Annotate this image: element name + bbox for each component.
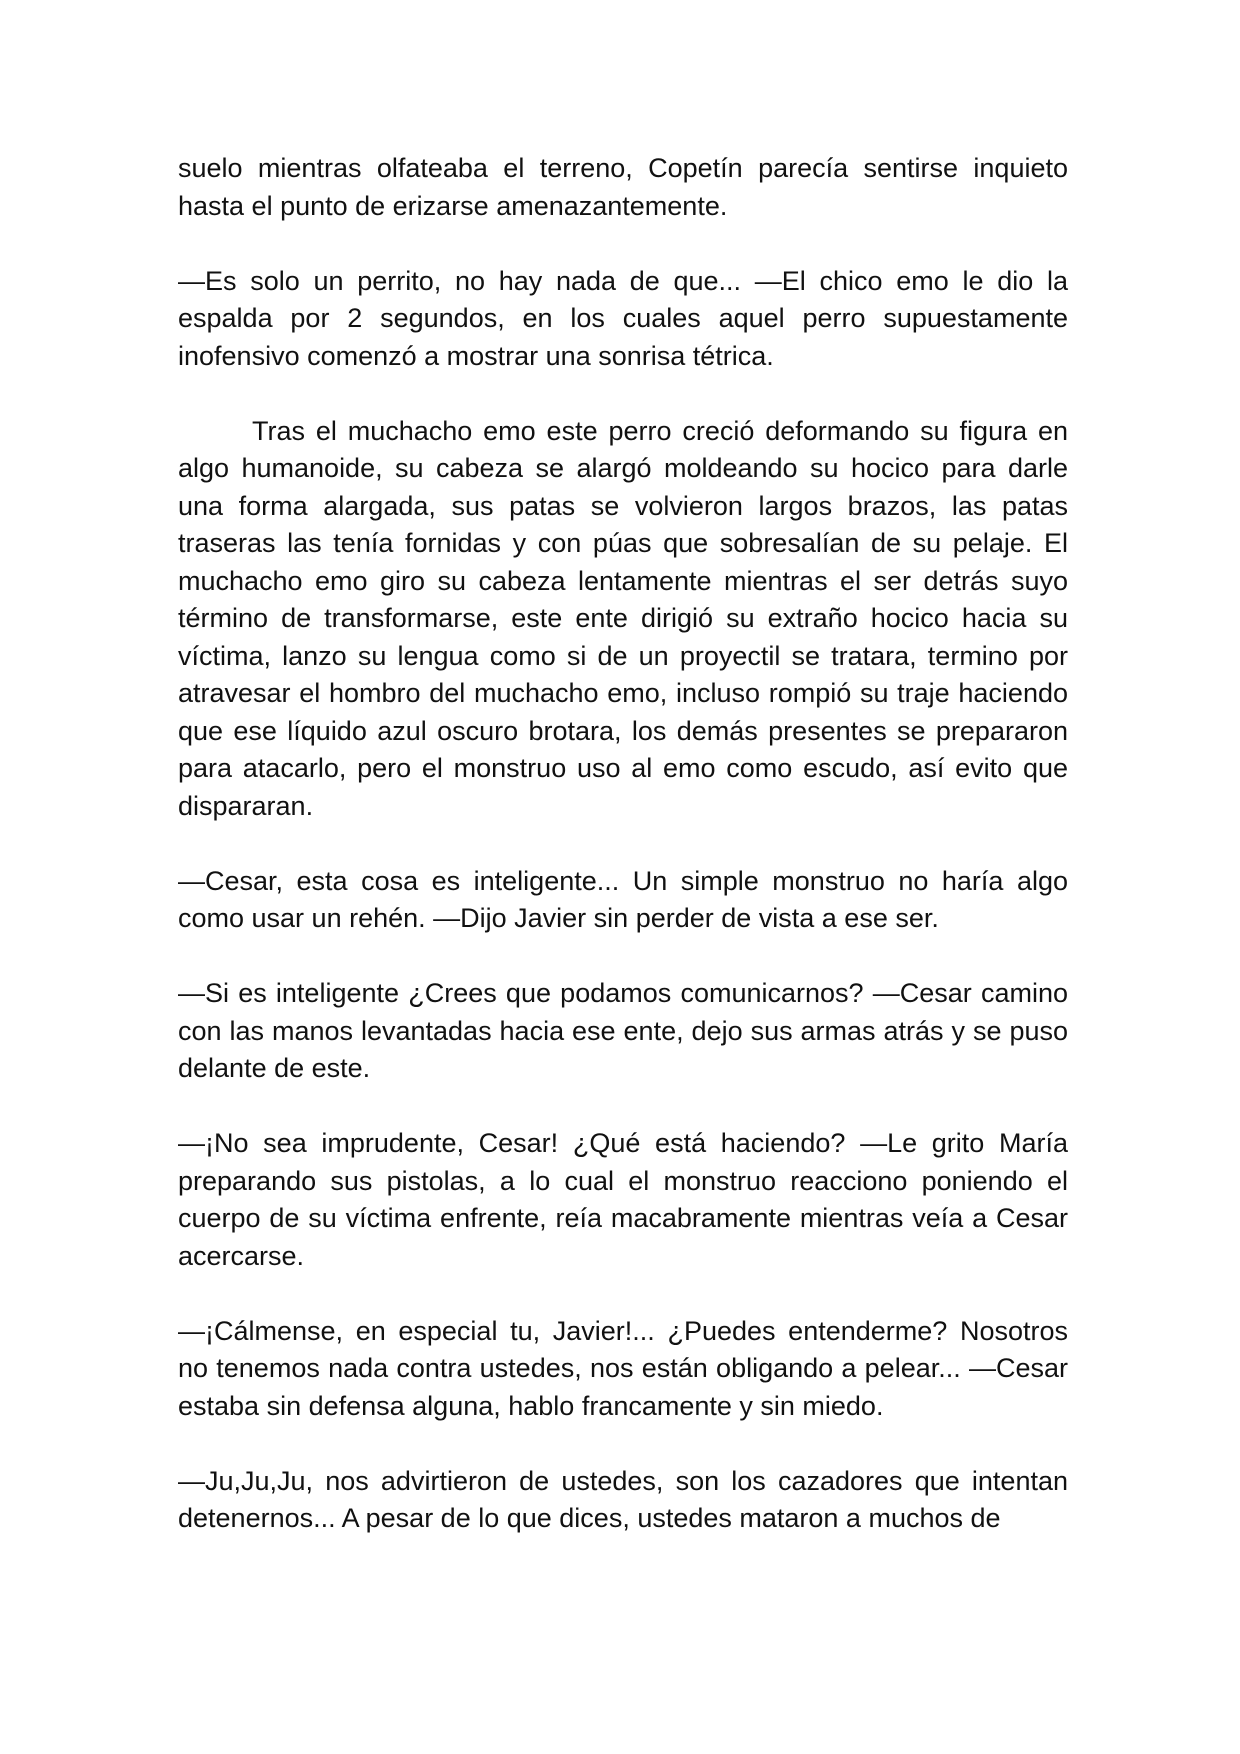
paragraph-3: Tras el muchacho emo este perro creció deformando su figura en algo humanoide, su cabeza se alargó moldeando su hocico para darle una forma alargada, sus patas se volvieron largos brazos, las patas traseras las tenía fornidas y con púas que sobresalían de su pelaje. El muchacho emo giro su cabeza lentamente mientras el ser detrás suyo término de transformarse, este ente dirigió su extraño hocico hacia su víctima, lanzo su lengua como si de un proyectil se tratara, termino por atravesar el hombro del muchacho emo, incluso rompió su traje haciendo que ese líquido azul oscuro brotara, los demás presentes se prepararon para atacarlo, pero el monstruo uso al emo como escudo, así evito que dispararan. xyxy=(178,415,1068,821)
paragraph-5: —Si es inteligente ¿Crees que podamos comunicarnos? —Cesar camino con las manos levantadas hacia ese ente, dejo sus armas atrás y se puso delante de este. xyxy=(178,978,1068,1083)
paragraph-7: —¡Cálmense, en especial tu, Javier!... ¿Puedes entenderme? Nosotros no tenemos nada contra ustedes, nos están obligando a pelear... —Cesar estaba sin defensa alguna, hablo francamente y sin miedo. xyxy=(178,1315,1068,1421)
paragraph-2: —Es solo un perrito, no hay nada de que... —El chico emo le dio la espalda por 2 segundos, en los cuales aquel perro supuestamente inofensivo comenzó a mostrar una sonrisa tétrica. xyxy=(178,265,1068,371)
body-text xyxy=(178,150,1068,1538)
paragraph-8: —Ju,Ju,Ju, nos advirtieron de ustedes, son los cazadores que intentan detenernos... A pesar de lo que dices, ustedes mataron a muchos de xyxy=(178,1465,1068,1533)
paragraph-1: suelo mientras olfateaba el terreno, Copetín parecía sentirse inquieto hasta el punto de erizarse amenazantemente. xyxy=(178,153,1068,221)
paragraph-6: —¡No sea imprudente, Cesar! ¿Qué está haciendo? —Le grito María preparando sus pistolas, a lo cual el monstruo reacciono poniendo el cuerpo de su víctima enfrente, reía macabramente mientras veía a Cesar acercarse. xyxy=(178,1128,1068,1271)
paragraph-4: —Cesar, esta cosa es inteligente... Un simple monstruo no haría algo como usar un rehén. —Dijo Javier sin perder de vista a ese ser. xyxy=(178,865,1068,933)
